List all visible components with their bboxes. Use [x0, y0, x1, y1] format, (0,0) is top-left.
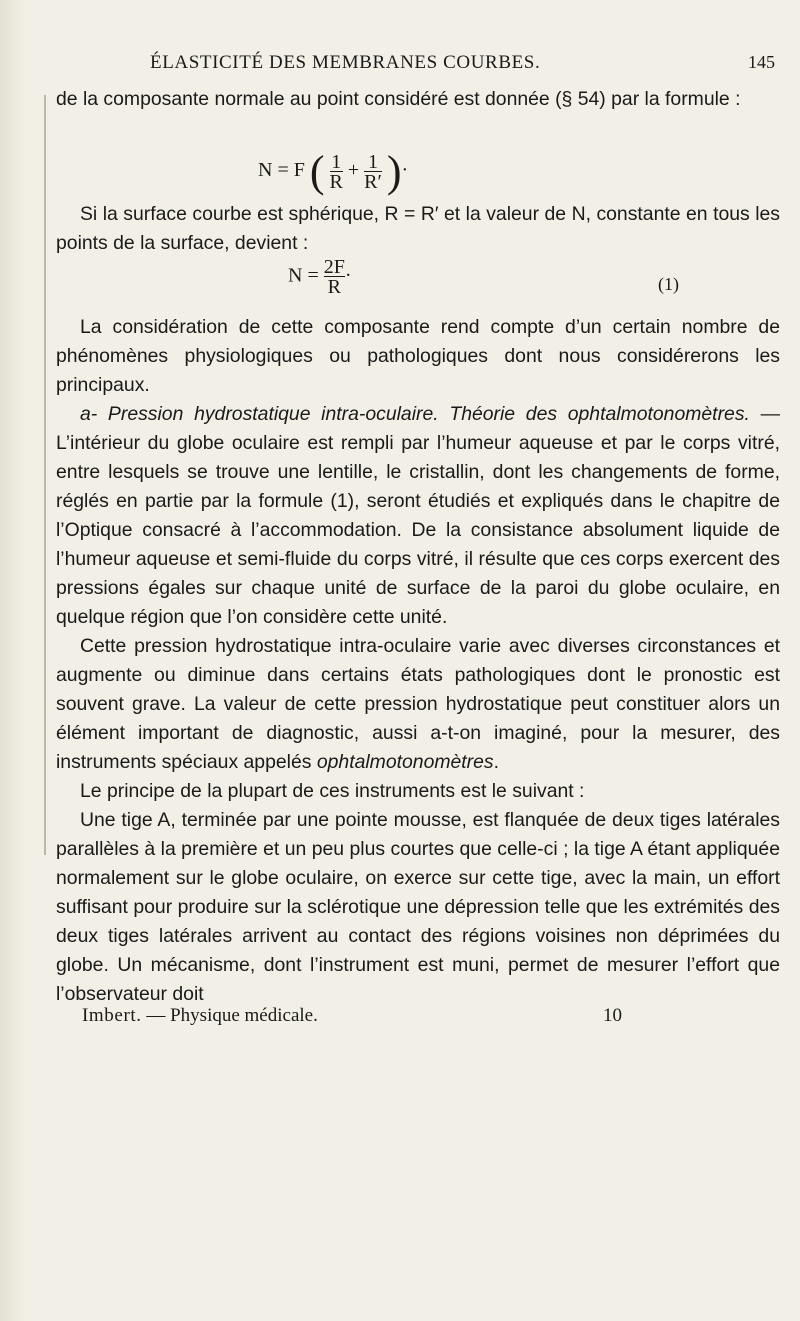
paragraph-intro: [56, 85, 780, 114]
paragraph-5: [56, 632, 780, 777]
formula-sphere: [288, 258, 688, 308]
formula2-numerator: 2F: [323, 256, 345, 278]
paragraph-5-text: Cette pression hydrostatique intra-oculaire varie avec diverses circonstances et augmente ou diminue dans certains états pathologiques dont le pronostic est souvent grave. La valeur de cette pression hydrostatique peut constituer alors un élément important de diagnostic, aussi a-t-on imaginé, pour la mesurer, des instruments spéciaux appelés: [56, 635, 780, 773]
formula1-lhs: N = F: [258, 159, 305, 182]
formula1-frac1-denominator: R: [329, 170, 343, 193]
page-number: 145: [748, 52, 775, 72]
page-gutter-shadow: [0, 0, 26, 1321]
paragraph-4: [56, 400, 780, 632]
paragraph-1: de la composante normale au point considéré est donnée (§ 54) par la formule :: [56, 88, 741, 110]
footer-author: Imbert.: [82, 1005, 142, 1026]
formula1-plus: +: [347, 159, 360, 182]
equation-number: (1): [658, 274, 679, 294]
formula1-fraction-2: [364, 150, 382, 193]
formula2-fraction: [324, 258, 345, 296]
paragraph-4-text: — L’intérieur du globe oculaire est rempli par l’humeur aqueuse et par le corps vitré, entre lesquels se trouve une lentille, le cristallin, dont les changements de forme, réglés en partie par la formule (1), seront étudiés et expliqués dans le chapitre de l’Optique consacré à l’accommodation. De la consistance absolument liquide de l’humeur aqueuse et semi-fluide du corps vitré, il résulte que ces corps exercent des pressions égales sur chaque unité de surface de la paroi du globe oculaire, en quelque région que l’on considère cette unité.: [56, 403, 780, 628]
formula2-denominator: R: [324, 276, 345, 296]
page-footer: [82, 1005, 622, 1027]
section-heading-pression: a- Pression hydrostatique intra-oculaire. Théorie des ophtalmotonomètres.: [80, 403, 750, 425]
formula1-fraction-1: [329, 150, 343, 193]
binding-edge-line: [44, 95, 46, 855]
formula1-frac1-numerator: 1: [331, 150, 342, 173]
formula2-lhs: N =: [288, 264, 319, 287]
paragraph-3: La considération de cette composante rend compte d’un certain nombre de phénomènes physiologiques ou pathologiques dont nous considérerons les principaux.: [56, 316, 780, 396]
formula-normal-component: [258, 146, 518, 196]
paragraph-7: Une tige A, terminée par une pointe mousse, est flanquée de deux tiges latérales parallèles à la première et un peu plus courtes que celle-ci ; la tige A étant appliquée normalement sur le globe oculaire, on exerce sur cette tige, avec la main, un effort suffisant pour produire sur la sclérotique une dépression telle que les extrémités des deux tiges latérales arrivent au contact des régions voisines non déprimées du globe. Un mécanisme, dont l’instrument est muni, permet de mesurer l’effort que l’observateur doit: [56, 809, 780, 1005]
signature-mark: 10: [603, 1005, 622, 1026]
formula1-frac2-denominator: R′: [364, 170, 382, 193]
paragraph-sphere: [56, 200, 780, 258]
formula1-open-paren: (: [309, 147, 325, 196]
main-body-text: [56, 313, 780, 1009]
formula1-frac2-numerator: 1: [368, 150, 378, 173]
term-ophtalmotonometres: ophtalmotonomètres: [316, 751, 494, 773]
paragraph-6: Le principe de la plupart de ces instruments est le suivant :: [80, 780, 585, 802]
paragraph-5-end: .: [493, 751, 500, 773]
formula1-close-paren: ): [386, 147, 402, 196]
footer-book-title: — Physique médicale.: [141, 1005, 318, 1026]
running-head: [150, 52, 775, 78]
paragraph-2: Si la surface courbe est sphérique, R = R′ et la valeur de N, constante en tous les points de la surface, devient :: [56, 203, 780, 254]
running-title: ÉLASTICITÉ DES MEMBRANES COURBES.: [150, 52, 541, 73]
formula2-end: ·: [344, 264, 352, 287]
formula1-end: ·: [401, 159, 409, 182]
